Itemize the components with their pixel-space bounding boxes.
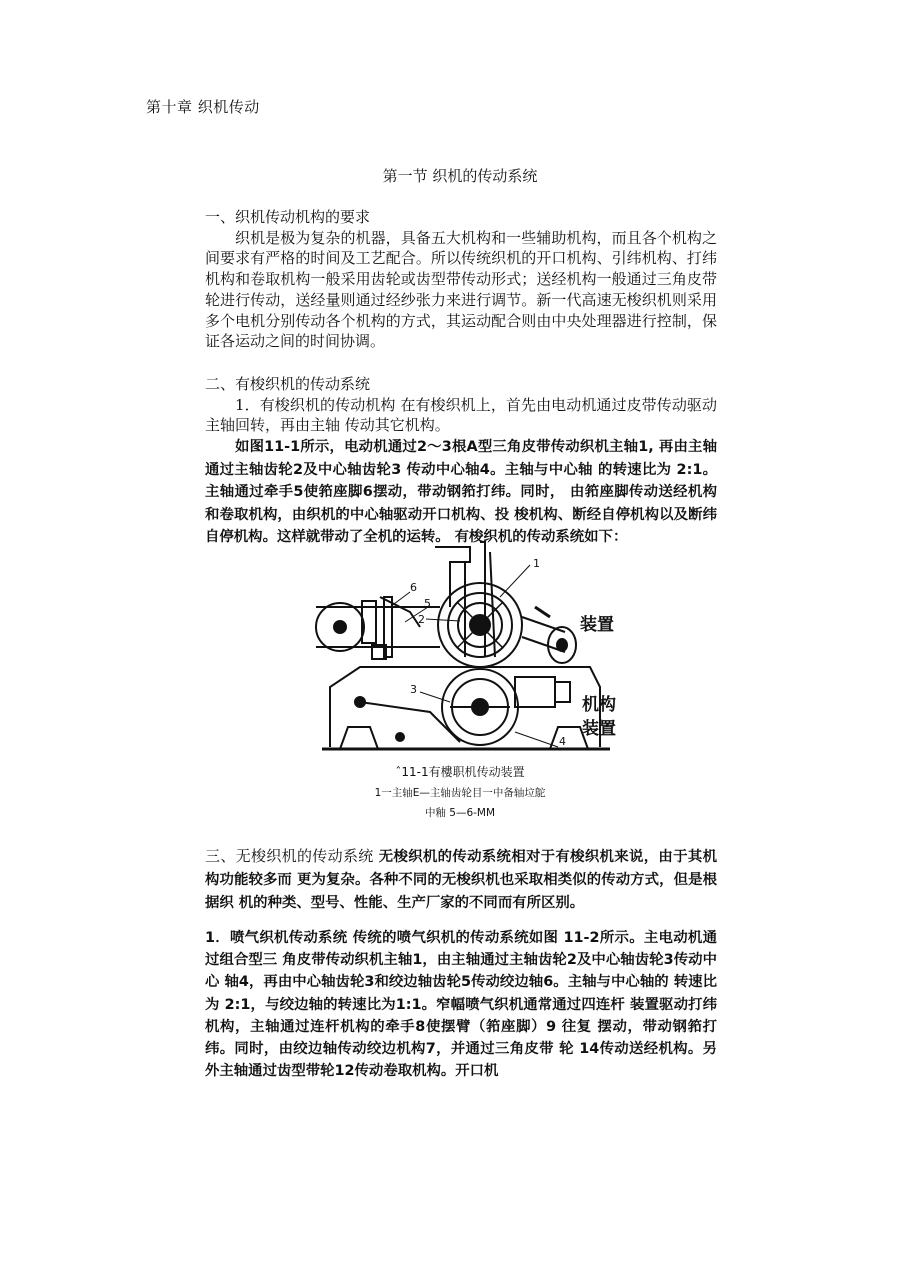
- callout-4: 4: [559, 735, 566, 748]
- callout-1: 1: [533, 557, 540, 570]
- figure-side-label-1: 装置: [580, 615, 614, 635]
- part2-paragraph1: 1．有梭织机的传动机构 在有梭织机上，首先由电动机通过皮带传动驱动主轴回转，再由主轴 传动其它机构。: [205, 395, 717, 435]
- callout-6: 6: [410, 581, 417, 594]
- part4-block: [205, 927, 717, 1082]
- part2-paragraph2: 如图11-1所示，电动机通过2～3根A型三角皮带传动织机主轴1, 再由主轴通过主轴齿轮2及中心轴齿轮3 传动中心轴4。主轴与中心轴 的转速比为 2:1。主轴通过牵手5使筘座脚6摆动，带动钢筘打纬。同时， 由筘座脚传动送经机构和卷取机构，由织机的中心轴驱动开口机构、投 梭机构、断经自停机构以及断纬自停机构。这样就带动了全机的运转。 有梭织机的传动系统如下：: [205, 439, 717, 546]
- part3-paragraph: 无梭织机的传动系统相对于有梭织机来说，由于其机构功能较多而 更为复杂。各种不同的无梭织机也采取相类似的传动方式，但是根据织 机的种类、型号、性能、生产厂家的不同而有所区别。: [205, 849, 717, 911]
- part4-paragraph: 1．喷气织机传动系统 传统的喷气织机的传动系统如图 11-2所示。主电动机通过组合型三 角皮带传动织机主轴1，由主轴通过主轴齿轮2及中心轴齿轮3传动中心 轴4，再由中心轴齿轮3和绞边轴齿轮5传动绞边轴6。主轴与中心轴的 转速比为 2:1，与绞边轴的转速比为1:1。窄幅喷气织机通常通过四连杆 装置驱动打纬机构，主轴通过连杆机构的牵手8使摆臂（筘座脚）9 往复 摆动，带动钢筘打纬。同时，由绞边轴传动绞边机构7，并通过三角皮带 轮 14传动送经机构。另外主轴通过齿型带轮12传动卷取机构。开口机: [205, 930, 717, 1080]
- callout-2: 2: [418, 613, 425, 626]
- figure-legend-line2: 中釉 5—6-MM: [424, 807, 496, 819]
- figure-side-label-3: 装置: [582, 719, 616, 739]
- callout-5: 5: [424, 597, 431, 610]
- part1-paragraph: 织机是极为复杂的机器，具备五大机构和一些辅助机构，而且各个机构之间要求有严格的时间及工艺配合。所以传统织机的开口机构、引纬机构、打纬机构和卷取机构一般采用齿轮或齿型带传动形式；送经机构一般通过三角皮带轮进行传动，送经量则通过经纱张力来进行调节。新一代高速无梭织机则采用多个电机分别传动各个机构的方式，其运动配合则由中央处理器进行控制，保证各运动之间的时间协调。: [205, 228, 717, 351]
- part1-heading: 一、织机传动机构的要求: [205, 208, 371, 226]
- part2-content: [205, 374, 717, 549]
- figure-caption: ˆ11-1有樓职机传动装置: [395, 765, 525, 779]
- figure-side-label-2: 机构: [582, 695, 616, 715]
- section-title: 第一节 织机的传动系统: [382, 167, 538, 185]
- part2-heading: 二、有梭织机的传动系统: [205, 375, 371, 393]
- part3-heading: 三、无梭织机的传动系统: [205, 847, 374, 865]
- part1-block: [205, 207, 717, 352]
- callout-3: 3: [410, 683, 417, 696]
- part3-block: [205, 845, 717, 914]
- chapter-title: 第十章 织机传动: [146, 98, 260, 116]
- figure-legend-line1: 1一主轴E—主轴齿轮目一中备轴垃鴕: [374, 787, 546, 799]
